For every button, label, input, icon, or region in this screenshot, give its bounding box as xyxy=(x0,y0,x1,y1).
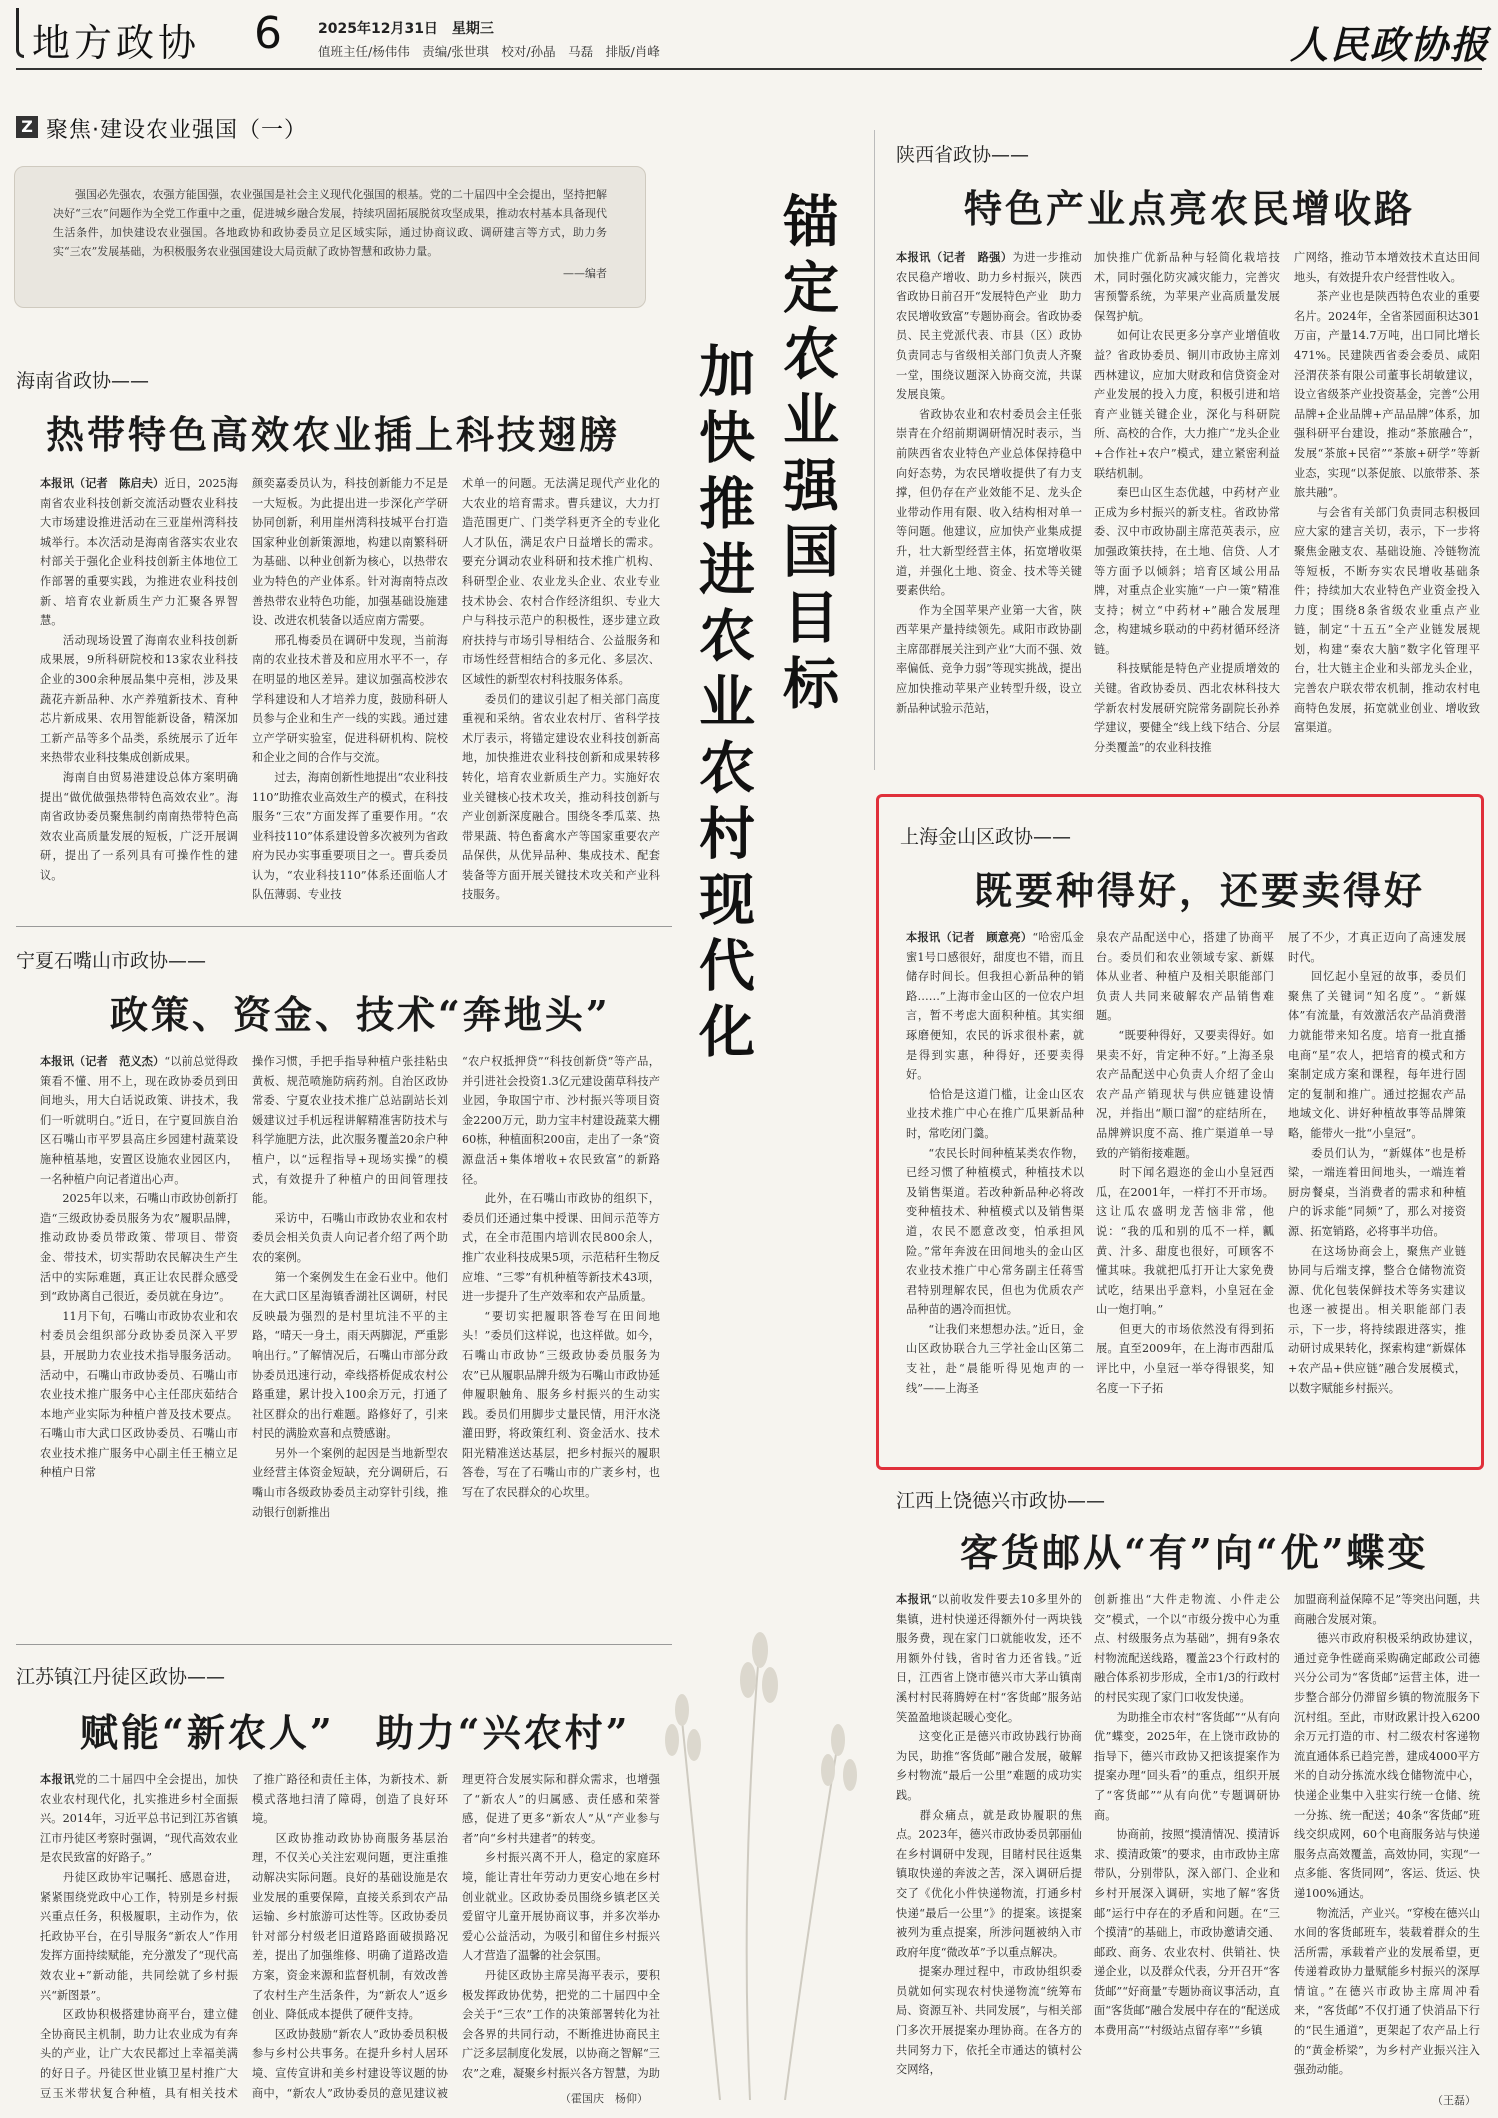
shanghai-col-1-text: “哈密瓜金蜜1号口感很好，甜度也不错，而且储存时间长。但我担心新品种的销路……”上海市金山区的一位农户坦言，暂不考虑大面积种植。其实细琢磨便知，农民的诉求很朴素，就是得到实惠，种得好，还要卖得好。 恰恰是这道门槛，让金山区农业技术推广中心在推广瓜果新品种时，常吃闭门羹。 “农民长时间种植某类农作物，已经习惯了种植模式，种植技术以及销售渠道。若改种新品种必将改变种植技术、种植模式以及销售渠道，农民不愿意改变，怕承担风险。”常年奔波在田间地头的金山区农业技术推广中心常务副主任蒋雪君特别理解农民，但也为优质农产品种苗的遇冷而担忧。 “让我们来想想办法。”近日，金山区政协联合九三学社金山区第二支社，赴“晨能听得见炮声的一线”——上海圣 xyxy=(906,931,1084,1395)
jiangsu-col-3 xyxy=(462,1770,660,2086)
center-title-line1: 锚定农业强国目标 xyxy=(774,192,840,720)
ningxia-divider xyxy=(16,1644,672,1645)
jiangxi-col-1 xyxy=(896,1590,1082,2108)
hainan-kicker: 海南省政协—— xyxy=(16,370,150,392)
shanghai-col-2-text: 泉农产品配送中心，搭建了协商平台。委员们和农业领域专家、新媒体从业者、种植户及相关职能部门负责人共同来破解农产品销售难题。 “既要种得好，又要卖得好。如果卖不好，肯定种不好。”上海圣泉农产品配送中心负责人介绍了金山农产品产销现状与供应链建设情况，并指出“顺口溜”的症结所在，品牌辨识度不高、推广渠道单一导致的产销衔接难题。 时下闻名遐迩的金山小皇冠西瓜，在2001年，一样打不开市场。这让瓜农盛明龙苦恼非常，他说：“我的瓜和别的瓜不一样，瓤黄、汁多、甜度也很好，可顾客不懂其味。我就把瓜打开让大家免费试吃，结果出乎意料，小皇冠在金山一炮打响。” 但更大的市场依然没有得到拓展。直至2009年，在上海市西甜瓜评比中，小皇冠一举夺得银奖，知名度一下子拓 xyxy=(1096,931,1274,1395)
ningxia-byline: 本报讯（记者 范义杰） xyxy=(40,1054,165,1068)
shaanxi-headline: 特色产业点亮农民增收路 xyxy=(964,186,1416,231)
editor-note-box xyxy=(14,166,646,308)
issue-date: 2025年12月31日 星期三 xyxy=(318,21,494,37)
jiangsu-kicker: 江苏镇江丹徒区政协—— xyxy=(16,1666,226,1688)
ningxia-col-3-text: “农户权抵押贷”“科技创新贷”等产品，并引进社会投资1.3亿元建设菌草科技产业园，争取国宁市、沙村振兴等项目资金2200万元，助力宝丰村建设蔬菜大棚60栋，种植面积200亩，走出了一条“资源盘活+集体增收+农民致富”的新路径。 此外，在石嘴山市政协的组织下，委员们还通过集中授课、田间示范等方式，在全市范围内培训农民800余人，推广农业科技成果5项，示范秸秆生物反应堆、“三零”有机种植等新技术43项，进一步提升了生产效率和农产品质量。 “要切实把履职答卷写在田间地头！”委员们这样说，也这样做。如今，石嘴山市政协“三级政协委员服务为农”已从履职品牌升级为石嘴山市政协延伸履职触角、服务乡村振兴的生动实践。委员们用脚步丈量民情，用汗水浇灌田野，将政策红利、资金活水、技术阳光精准送达基层，把乡村振兴的履职答卷，写在了石嘴山市的广袤乡村，也写在了农民群众的心坎里。 xyxy=(462,1055,660,1500)
header-bracket xyxy=(16,8,24,58)
masthead-logo: 人民政协报 xyxy=(1290,22,1491,67)
hainan-col-1 xyxy=(40,474,238,912)
shaanxi-col-1-text: 为进一步推动农民稳产增收、助力乡村振兴，陕西省政协日前召开“发展特色产业 助力农民增收致富”专题协商会。省政协委员、民主党派代表、市县（区）政协负责同志与省级相关部门负责人齐聚一堂，围绕议题深入协商交流，共谋发展良策。 省政协农业和农村委员会主任张崇青在介绍前期调研情况时表示，当前陕西省农业特色产业总体保持稳中向好态势，为农民增收提供了有力支撑，但仍存在产业效能不足、龙头企业带动作用有限、收入结构相对单一等问题。他建议，应加快产业集成提升，壮大新型经营主体，拓宽增收渠道，并强化土地、资金、技术等关键要素供给。 作为全国苹果产业第一大省，陕西苹果产量持续领先。咸阳市政协副主席邵群展关注到产业“大而不强、效率偏低、竞争力弱”等现实挑战，提出应加快推动苹果产业转型升级，设立新品种试验示范站， xyxy=(896,251,1082,715)
shaanxi-col-2 xyxy=(1094,248,1280,760)
ningxia-col-2-text: 操作习惯，手把手指导种植户张挂粘虫黄板、规范喷施防病药剂。自治区政协常委、宁夏农业技术推广总站副站长刘媛建议过手机远程讲解精准害防技术与科学施肥方法，此次服务覆盖20余户种植户，以“远程指导+现场实操”的模式，有效提升了种植户的田间管理技能。 采访中，石嘴山市政协农业和农村委员会相关负责人向记者介绍了两个助农的案例。 第一个案例发生在金石业中。他们在大武口区星海镇香湖社区调研，村民反映最为强烈的是村里坑洼不平的主路，“晴天一身土，雨天两脚泥，严重影响出行。”了解情况后，石嘴山市部分政协委员迅速行动，牵线搭桥促成农村公路重建，累计投入100余万元，打通了社区群众的出行难题。路修好了，引来村民的满脸欢喜和点赞感谢。 另外一个案例的起因是当地新型农业经营主体资金短缺，充分调研后，石嘴山市各级政协委员主动穿针引线，推动银行创新推出 xyxy=(252,1055,448,1519)
editor-note-text: 强国必先强农，农强方能国强，农业强国是社会主义现代化强国的根基。党的二十届四中全会提出，坚持把解决好“三农”问题作为全党工作重中之重，促进城乡融合发展，持续巩固拓展脱贫攻坚成果，推动农村基本具备现代生活条件，加快建设农业强国。各地政协和政协委员立足区域实际，通过协商议政、调研建言等方式，助力务实“三农”发展基础，为积极服务农业强国建设大局贡献了政协智慧和政协力量。 xyxy=(53,188,607,258)
ningxia-kicker: 宁夏石嘴山市政协—— xyxy=(16,950,207,972)
shanghai-col-3-text: 展了不少，才真正迈向了高速发展时代。 回忆起小皇冠的故事，委员们聚焦了关键词“知名度”。“新媒体”有流量，有效激活农产品消费潜力就能带来知名度。培育一批直播电商“星”农人，把培育的模式和方案制定成方案和课程，每年进行固定的复制和推广。通过挖掘农产品地域文化、讲好种植故事等品牌策略，能带火一批“小皇冠”。 委员们认为，“新媒体”也是桥梁，一端连着田间地头，一端连着厨房餐桌，当消费者的需求和种植户的诉求能“同频”了，那么对接资源、拓宽销路，必将事半功倍。 在这场协商会上，聚焦产业链协同与后端支撑，整合仓储物流资源、优化包装保鲜技术等务实建议也逐一被提出。相关职能部门表示，下一步，将持续跟进落实，推动研讨成果转化，探索构建“新媒体+农产品+供应链”融合发展模式，以数字赋能乡村振兴。 xyxy=(1288,931,1466,1395)
jiangxi-col-2-text: 创新推出“大件走物流、小件走公交”模式，一个以“市级分拨中心为重点、村级服务点为基础”，拥有9条农村物流配送线路，覆盖23个行政村的融合体系初步形成，全市1/3的行政村的村民实现了家门口收发快递。 为助推全市农村“客货邮”“从有向优”蝶变，2025年，在上饶市政协的指导下，德兴市政协又把该提案作为提案办理“回头看”的重点，组织开展了“客货邮”“从有向优”专题调研协商。 协商前，按照“摸清情况、摸清诉求、摸清政策”的要求，由市政协主席带队，分别带队，深入部门、企业和乡村开展深入调研，实地了解“客货邮”运行中存在的矛盾和问题。在“三个摸清”的基础上，市政协邀请交通、邮政、商务、农业农村、供销社、快递企业，以及群众代表，分开召开“客货邮”“好商量”专题协商议事活动，直面“客货邮”融合发展中存在的“配送成本费用高”“村级站点留存率”“乡镇 xyxy=(1094,1593,1280,2038)
hainan-col-2 xyxy=(252,474,448,912)
shaanxi-col-1 xyxy=(896,248,1082,760)
jiangxi-sign: （王磊） xyxy=(1432,2094,1476,2107)
hainan-col-3 xyxy=(462,474,660,912)
shanghai-byline: 本报讯（记者 顾意亮） xyxy=(906,930,1033,944)
jiangsu-byline: 本报讯 xyxy=(40,1772,76,1786)
jiangxi-col-1-text: “以前收发件要去10多里外的集镇，进村快递还得额外付一两块钱服务费，现在家门口就能收发，还不用额外付钱，省时省力还省钱。”近日，江西省上饶市德兴市大茅山镇南溪村村民蒋腾婷在村“客货邮”服务站笑盈盈地谈起暖心变化。 这变化正是德兴市政协践行协商为民，助推“客货邮”融合发展，破解乡村物流“最后一公里”难题的成功实践。 群众痛点，就是政协履职的焦点。2023年，德兴市政协委员郭丽仙在乡村调研中发现，目睹村民往返集镇取快递的奔波之苦，深入调研后提交了《优化小件快递物流，打通乡村快递“最后一公里”》的提案。该提案被列为重点提案，所涉问题被纳入市政府年度“微改革”予以重点解决。 提案办理过程中，市政协组织委员就如何实现农村快递物流“统筹布局、资源互补、共同发展”，与相关部门多次开展提案办理协商。在各方的共同努力下，依托全市通达的镇村公交网络， xyxy=(896,1593,1082,2077)
jiangxi-col-3-text: 加盟商利益保障不足”等突出问题，共商融合发展对策。 德兴市政府积极采纳政协建议，通过竞争性磋商采购确定邮政公司德兴分公司为“客货邮”运营主体，进一步整合部分仍滞留乡镇的物流服务下沉村组。至此，市财政累计投入6200余万元打造的市、村二级农村客递物流直通体系已趋完善，建成4000平方米的自动分拣流水线仓储物流中心，快递企业集中入驻实行统一仓储、统一分拣、统一配送；40条“客货邮”班线交织成网，60个电商服务站与快递服务点高效覆盖，高效协同，实现“一点多能、客货同网”，客运、货运、快递100%通达。 物流活，产业兴。“穿梭在德兴山水间的客货邮班车，装载着群众的生活所需，承载着产业的发展希望，更传递着政协力量赋能乡村振兴的深厚情谊。”在德兴市政协主席周冲看来，“客货邮”不仅打通了快消品下行的“民生通道”，更架起了农产品上行的“黄金桥梁”，为乡村产业振兴注入强劲动能。 xyxy=(1294,1593,1480,2077)
jiangsu-sign: （霍国庆 杨仰） xyxy=(560,2092,648,2105)
shanghai-kicker: 上海金山区政协—— xyxy=(900,826,1072,848)
jiangsu-col-3-text: 理更符合发展实际和群众需求，也增强了“新农人”的归属感、责任感和荣誉感，促进了更多“新农人”从“产业参与者”向“乡村共建者”的转变。 乡村振兴离不开人，稳定的家庭环境，能让青壮年劳动力更安心地在乡村创业就业。区政协委员围绕乡镇老区关爱留守儿童开展协商议事，并多次举办爱心公益活动，为吸引和留住乡村振兴人才营造了温馨的社会氛围。 丹徒区政协主席吴海平表示，要积极发挥政协优势，把党的二十届四中全会关于“三农”工作的决策部署转化为社会各界的共同行动，不断推进协商民主广泛多层制度化发展，以协商之智解“三农”之难，凝聚乡村振兴各方智慧，为助 xyxy=(462,1773,660,2080)
jiangsu-col-2 xyxy=(252,1770,448,2106)
shaanxi-byline: 本报讯（记者 路强） xyxy=(896,250,1013,264)
center-title-line2: 加快推进农业农村现代化 xyxy=(690,342,756,1068)
jiangxi-byline: 本报讯 xyxy=(896,1592,932,1606)
jiangxi-headline: 客货邮从“有”向“优”蝶变 xyxy=(960,1530,1429,1575)
ningxia-col-3 xyxy=(462,1052,660,1630)
hainan-divider xyxy=(16,926,672,927)
shanghai-col-3 xyxy=(1288,928,1466,1452)
hainan-byline: 本报讯（记者 陈启夫） xyxy=(40,476,165,490)
shaanxi-col-3-text: 广网络，推动节本增效技术直达田间地头，有效提升农户经营性收入。 茶产业也是陕西特色农业的重要名片。2024年，全省茶园面积达301万亩，产量14.7万吨，出口同比增长471%。民建陕西省委会委员、咸阳泾渭茯茶有限公司董事长胡敏建议，设立省级茶产业投资基金，完善“公用品牌+企业品牌+产品品牌”体系，加强科研平台建设，推动“茶旅融合”，发展“茶旅+民宿”“茶旅+研学”等新业态，实现“以茶促旅、以旅带茶、茶旅共融”。 与会省有关部门负责同志积极回应大家的建言关切，表示，下一步将聚焦金融支农、基础设施、冷链物流等短板，不断夯实农民增收基础条件；持续加大农业特色产业资金投入力度；围绕8条省级农业重点产业链，制定“十五五”全产业链发展规划，构建“秦农大脑”数字化管理平台，壮大链主企业和头部龙头企业，完善农户联农带农机制，推动农村电商特色发展，拓宽就业创业、增收致富渠道。 xyxy=(1294,251,1480,735)
hainan-headline: 热带特色高效农业插上科技翅膀 xyxy=(46,412,621,457)
ningxia-headline: 政策、资金、技术“奔地头” xyxy=(110,992,611,1037)
jiangsu-col-1-text: 党的二十届四中全会提出，加快农业农村现代化，扎实推进乡村全面振兴。2014年，习近平总书记到江苏省镇江市丹徒区考察时强调，“现代高效农业是农民致富的好路子。” 丹徒区政协牢记嘱托、感恩奋进，紧紧围绕党政中心工作，特别是乡村振兴重点任务，积极履职，主动作为，依托政协平台，在引导服务“新农人”作用发挥方面持续赋能，充分激发了“现代高效农业+”新动能，共同绘就了乡村振兴“新图景”。 区政协积极搭建协商平台，建立健全协商民主机制，助力让农业成为有奔头的产业，让广大农民都过上幸福美满的好日子。丹徒区世业镇卫星村推广大豆玉米带状复合种植，具有相关技术 xyxy=(40,1773,238,2100)
section-title: 地方政协 xyxy=(32,21,201,65)
jiangsu-col-1 xyxy=(40,1770,238,2106)
jiangxi-col-2 xyxy=(1094,1590,1280,2108)
shanghai-headline: 既要种得好，还要卖得好 xyxy=(974,868,1426,913)
hainan-col-2-text: 颜奕嘉委员认为，科技创新能力不足是一大短板。为此提出进一步深化产学研协同创新，利用崖州湾科技城平台打造国家种业创新策源地，构建以南繁科研为基础、以种业创新为核心，以热带农业为特色的产业体系。针对海南特点改善热带农业特色功能，加强基础设施建设、改进农机装备以适应南方需要。 邢孔梅委员在调研中发现，当前海南的农业技术普及和应用水平不一，存在明显的地区差异。建议加强高校涉农学科建设和人才培养力度，鼓励科研人员参与企业和生产一线的实践。通过建立产学研实验室，促进科研机构、院校和企业之间的合作与交流。 过去，海南创新性地提出“农业科技110”助推农业高效生产的模式，在科技服务“三农”方面发挥了重要作用。“农业科技110”体系建设曾多次被列为省政府为民办实事重要项目之一。曹兵委员认为，“农业科技110”体系还面临人才队伍薄弱、专业技 xyxy=(252,477,448,902)
ningxia-col-1-text: “以前总觉得政策看不懂、用不上，现在政协委员到田间地头，用大白话说政策、讲技术，我们一听就明白。”近日，在宁夏回族自治区石嘴山市平罗县高庄乡园建村蔬菜设施种植基地，安置区设施农业园区内，一名种植户向记者道出心声。 2025年以来，石嘴山市政协创新打造“三级政协委员服务为农”履职品牌，推动政协委员带政策、带项目、带资金、带技术，切实帮助农民解决生产生活中的实际难题，真正让农民群众感受到“政协离自己很近，委员就在身边”。 11月下旬，石嘴山市政协农业和农村委员会组织部分政协委员深入平罗县，开展助力农业技术指导服务活动。活动中，石嘴山市政协委员、石嘴山市农业技术推广服务中心主任邵庆茹结合本地产业实际为种植户普及技术要点。石嘴山市大武口区政协委员、石嘴山市农业技术推广服务中心副主任王楠立足种植户日常 xyxy=(40,1055,238,1480)
column-badge: Z xyxy=(16,116,38,138)
page-header xyxy=(0,0,1498,70)
jiangxi-kicker: 江西上饶德兴市政协—— xyxy=(896,1490,1106,1512)
ningxia-col-2 xyxy=(252,1052,448,1630)
left-right-gutter-rule xyxy=(874,130,875,770)
shaanxi-col-3 xyxy=(1294,248,1480,760)
ningxia-col-1 xyxy=(40,1052,238,1630)
page-number: 6 xyxy=(254,8,282,59)
shanghai-col-2 xyxy=(1096,928,1274,1452)
hainan-col-1-text: 近日，2025海南省农业科技创新交流活动暨农业科技大市场建设推进活动在三亚崖州湾科技城举行。本次活动是海南省落实农业农村部关于强化企业科技创新主体地位工作部署的重要实践，为推进农业科技创新、培育农业新质生产力汇聚各界智慧。 活动现场设置了海南农业科技创新成果展，9所科研院校和13家农业科技企业的300余种展品集中亮相，涉及果蔬花卉新品种、水产养殖新技术、育种芯片新成果、农用智能新设备，精深加工新产品等多个品类，系统展示了近年来热带农业科技集成创新成果。 海南自由贸易港建设总体方案明确提出“做优做强热带特色高效农业”。海南省政协委员聚焦制约南南热带特色高效农业高质量发展的短板，广泛开展调研，提出了一系列具有可操作性的建议。 xyxy=(40,477,238,882)
header-rule xyxy=(16,68,1482,70)
jiangxi-col-3 xyxy=(1294,1590,1480,2088)
shanghai-col-1 xyxy=(906,928,1084,1452)
column-title: 聚焦·建设农业强国（一） xyxy=(46,118,307,143)
editor-note-sign: ——编者 xyxy=(563,267,607,280)
center-title-panel xyxy=(690,192,850,1692)
hainan-col-3-text: 术单一的问题。无法满足现代产业化的大农业的培育需求。曹兵建议，大力打造范围更广、门类学科更齐全的专业化人才队伍，满足农户日益增长的需求。要充分调动农业科研和技术推广机构、科研型企业、农业龙头企业、农业专业技术协会、农村合作经济组织、专业大户与科技示范户的积极性，逐步建立政府扶持与市场引导相结合、公益服务和市场性经营相结合的多元化、多层次、区域性的新型农村科技服务体系。 委员们的建议引起了相关部门高度重视和采纳。省农业农村厅、省科学技术厅表示，将锚定建设农业科技创新高地，加快推进农业科技创新和成果转移转化，培育农业新质生产力。实施好农业关键核心技术攻关，推动科技创新与产业创新深度融合。围绕冬季瓜菜、热带果蔬、特色畜禽水产等国家重要农产品保供，从优异品种、集成技术、配套装备等方面开展关键技术攻关和产业科技服务。 xyxy=(462,477,660,902)
jiangsu-col-2-text: 了推广路径和责任主体，为新技术、新模式落地扫清了障碍，创造了良好环境。 区政协推动政协协商服务基层治理，不仅关心关注宏观问题，更注重推动解决实际问题。良好的基础设施是农业发展的重要保障，直接关系到农产品运输、乡村旅游可达性等。区政协委员针对部分村级老旧道路路面破损路况差，提出了加强维修、明确了道路改造方案，资金来源和监督机制，有效改善了农村生产生活条件，为“新农人”返乡创业、降低成本提供了硬件支持。 区政协鼓励“新农人”政协委员积极参与乡村公共事务。在提升乡村人居环境、宣传宣讲和美乡村建设等议题的协商中，“新农人”政协委员的意见建议被 xyxy=(252,1773,448,2100)
jiangsu-headline: 赋能“新农人” 助力“兴农村” xyxy=(80,1710,631,1755)
shaanxi-col-2-text: 加快推广优新品种与轻简化栽培技术，同时强化防灾减灾能力，完善灾害预警系统，为苹果产业高质量发展保驾护航。 如何让农民更多分享产业增值收益？省政协委员、铜川市政协主席刘西林建议，应加大财政和信贷资金对产业发展的投入力度，积极引进和培育产业链关键企业，深化与科研院所、高校的合作，大力推广“龙头企业+合作社+农户”模式，建立紧密利益联结机制。 秦巴山区生态优越，中药材产业正成为乡村振兴的新支柱。省政协常委、汉中市政协副主席范英表示，应加强政策扶持，在土地、信贷、人才等方面予以倾斜；培育区域公用品牌，对重点企业实施“一户一策”精准支持；树立“中药材+”融合发展理念，构建城乡联动的中药材循环经济链。 科技赋能是特色产业提质增效的关键。省政协委员、西北农林科技大学新农村发展研究院常务副院长孙养学建议，要健全“线上线下结合、分层分类覆盖”的农业科技推 xyxy=(1094,251,1280,754)
shaanxi-kicker: 陕西省政协—— xyxy=(896,144,1030,166)
editors: 值班主任/杨伟伟 责编/张世琪 校对/孙晶 马磊 排版/肖峰 xyxy=(318,44,660,59)
